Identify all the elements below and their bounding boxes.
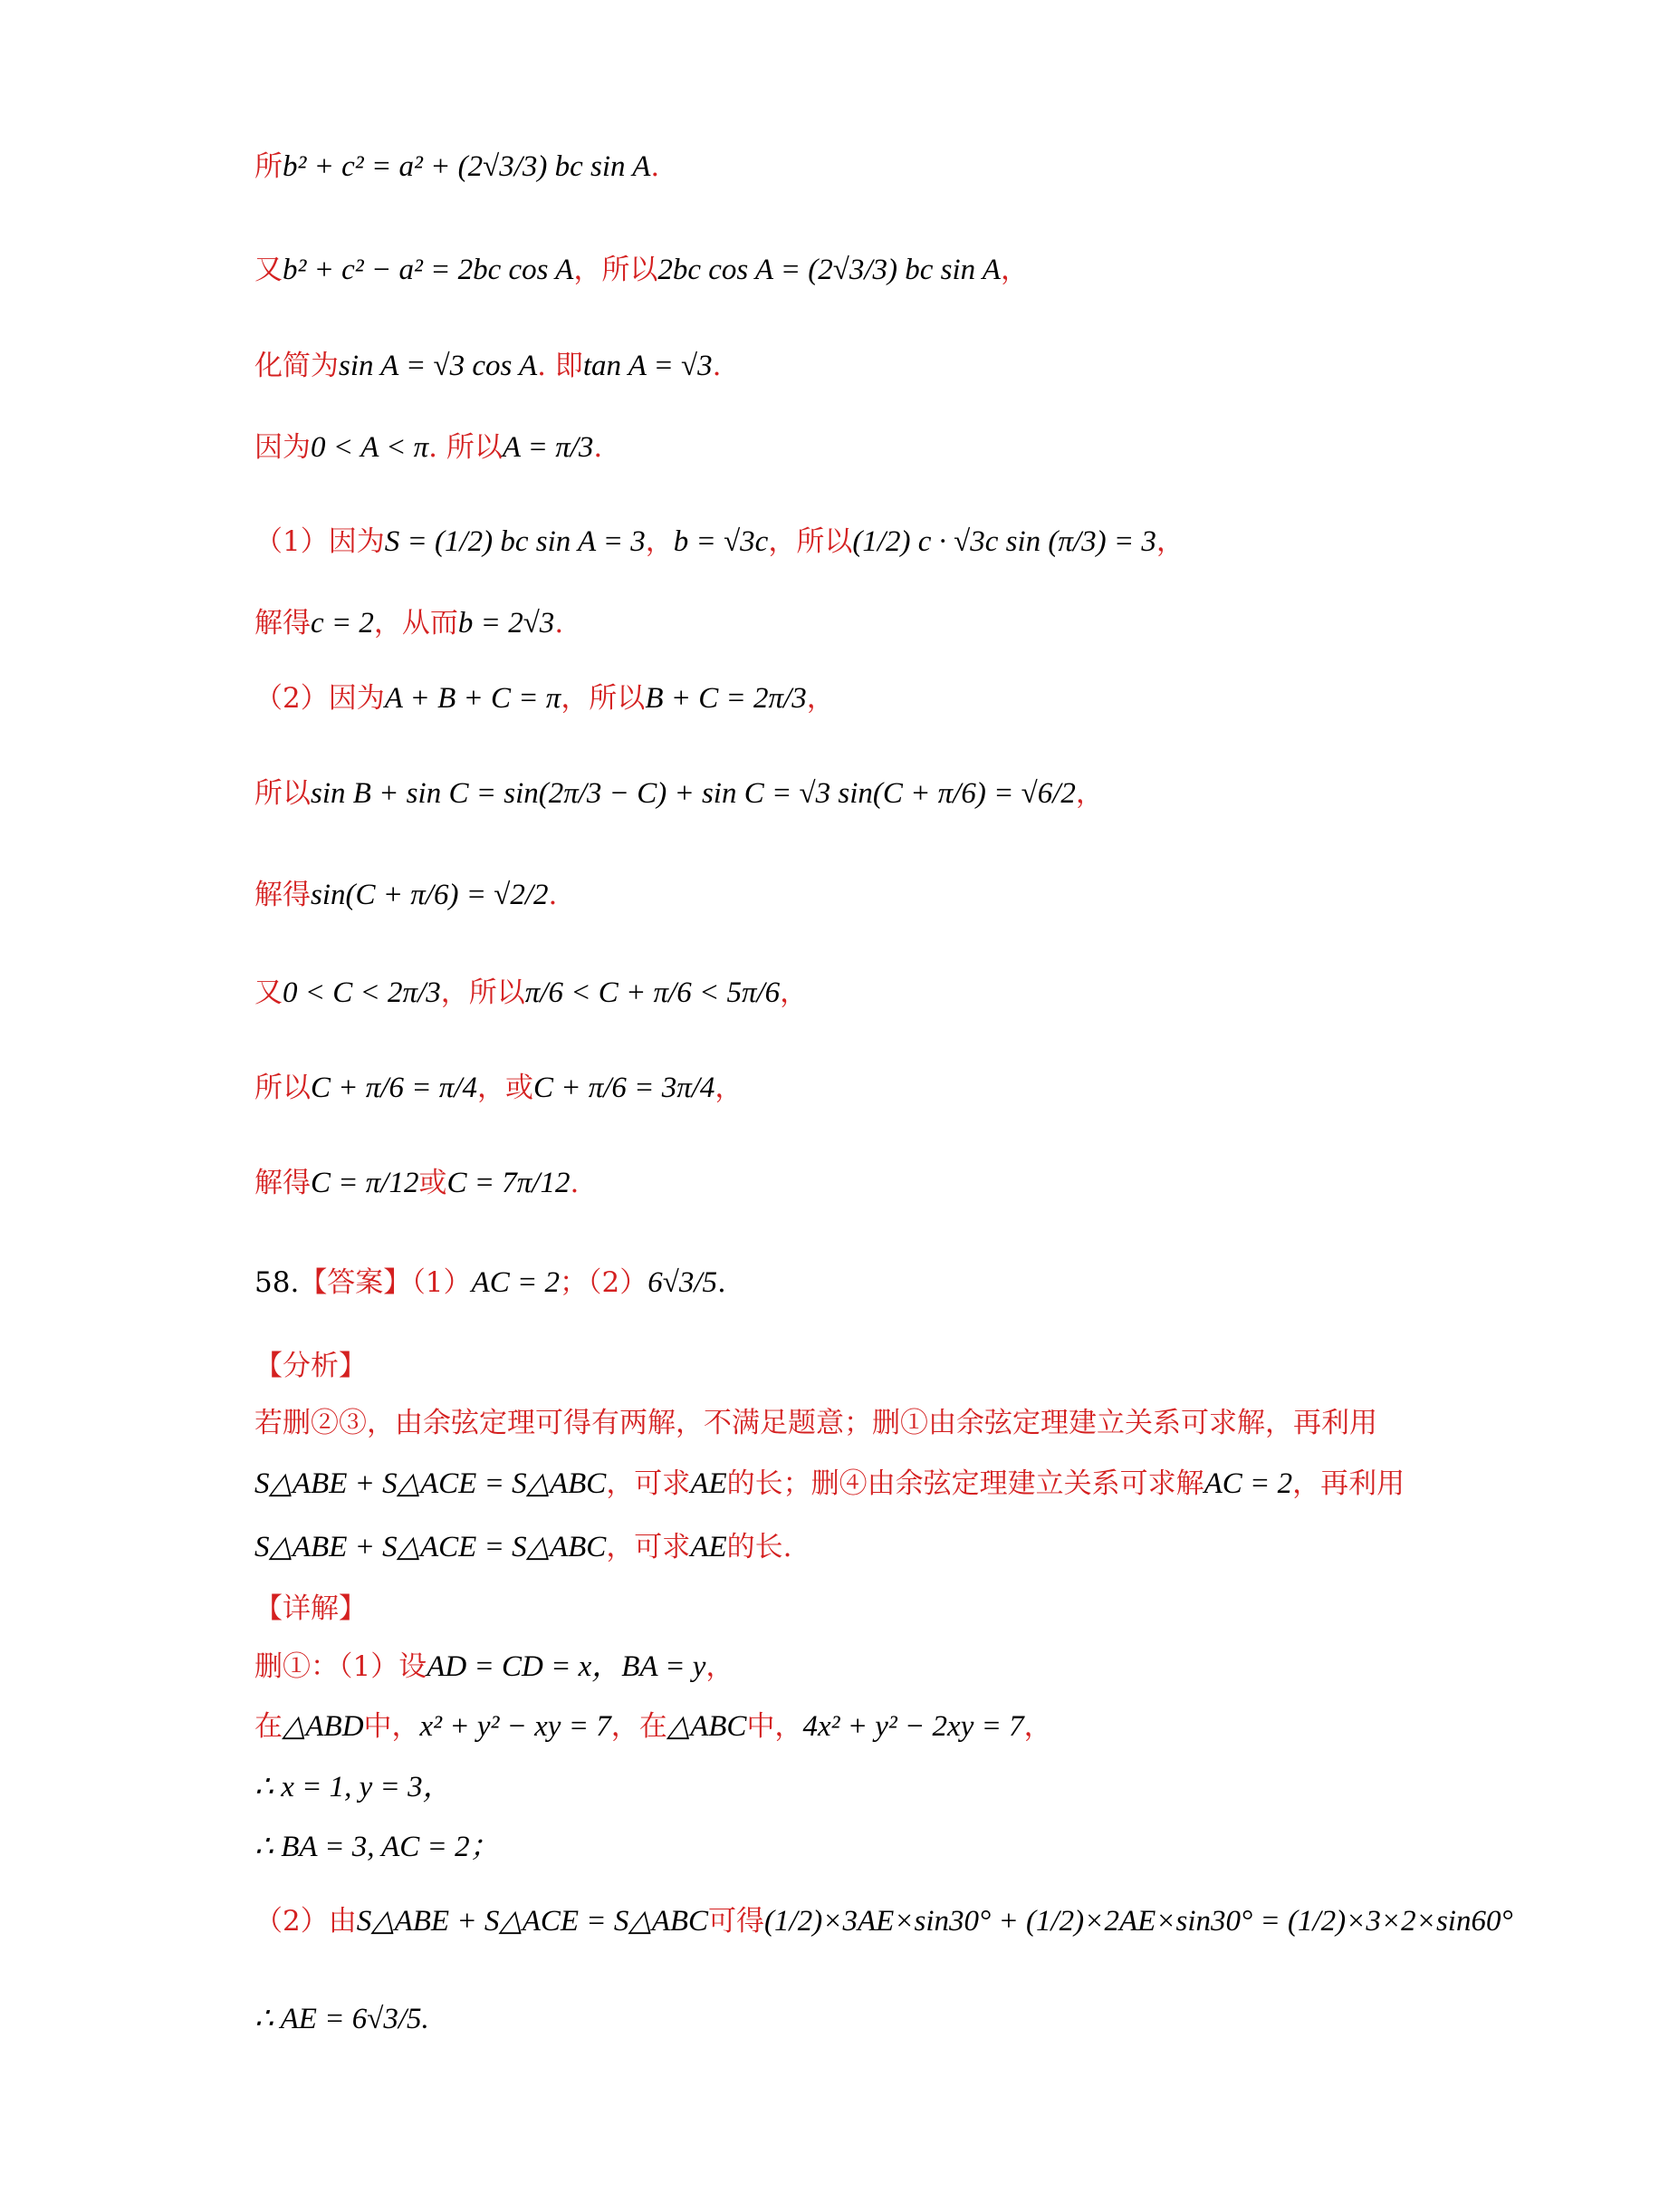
triangle-label: △ABD <box>283 1710 364 1743</box>
detail-line-1 <box>254 1642 734 1685</box>
punct: . <box>554 607 564 640</box>
question-58-answer <box>254 1259 726 1300</box>
detail-text: 中， <box>363 1710 420 1743</box>
punct: . <box>593 431 603 464</box>
equation: C + π/6 = 3π/4 <box>532 1072 715 1104</box>
line-text: ，或 <box>476 1072 533 1104</box>
segment-ae: AE <box>690 1531 727 1563</box>
equation: b = 2√3 <box>457 607 555 640</box>
punct: ， <box>780 976 809 1009</box>
equation: ∴ x = 1, y = 3， <box>254 1771 453 1803</box>
line-text: 化简为 <box>254 350 339 382</box>
equation: ∴ AE = 6√3/5. <box>254 2003 429 2035</box>
line-text: （1）因为 <box>254 525 385 558</box>
area-equation: S△ABE + S△ACE = S△ABC <box>254 1531 607 1563</box>
analysis-text: 的长；删④由余弦定理建立关系可求解 <box>726 1467 1204 1500</box>
line-text: 解得 <box>254 607 311 640</box>
line-text: 解得 <box>254 1167 311 1199</box>
equation: AD = CD = x，BA = y <box>427 1650 706 1683</box>
analysis-line-1 <box>254 1399 1377 1440</box>
line-text: . 即 <box>537 350 583 382</box>
line-text: 所以 <box>254 777 311 810</box>
equation: C = π/12 <box>311 1167 419 1199</box>
equation: ∴ BA = 3, AC = 2； <box>254 1831 500 1863</box>
analysis-line-2 <box>254 1460 1405 1501</box>
punct: ， <box>705 1650 734 1683</box>
line-text: 因为 <box>254 431 311 464</box>
analysis-line-3 <box>254 1524 792 1564</box>
punct: ， <box>1075 777 1104 810</box>
part-separator: ；（2） <box>559 1266 648 1299</box>
area-equation: S△ABE + S△ACE = S△ABC <box>254 1467 607 1500</box>
detail-text: （2）由 <box>254 1905 357 1938</box>
equation: x² + y² − xy = 7 <box>419 1710 611 1743</box>
equation: C = 7π/12 <box>446 1167 571 1199</box>
equation: (1/2)×3AE×sin30° + (1/2)×2AE×sin30° = (1/2)×3×2×sin60° <box>764 1905 1513 1938</box>
line-text: 解得 <box>254 879 311 911</box>
punct: ， <box>806 682 835 715</box>
line-text: ，所以 <box>440 976 525 1009</box>
answer-1: AC = 2 <box>471 1266 560 1299</box>
equation: A + B + C = π <box>384 682 561 715</box>
line-text: ，所以 <box>573 254 658 286</box>
line-text: 又 <box>254 976 283 1009</box>
analysis-text: 若删②③，由余弦定理可得有两解，不满足题意；删①由余弦定理建立关系可求解，再利用 <box>254 1407 1377 1439</box>
punct: ， <box>645 525 674 558</box>
detail-line-3 <box>254 1763 453 1805</box>
detail-text: 中， <box>746 1710 803 1743</box>
solution-line-10 <box>254 969 808 1010</box>
line-text: 又 <box>254 254 283 286</box>
answer-tag: 【答案】 <box>299 1266 412 1299</box>
analysis-text: ，可求 <box>606 1467 691 1500</box>
area-equation: S△ABE + S△ACE = S△ABC <box>356 1905 709 1938</box>
punct: . <box>717 1266 726 1299</box>
analysis-text: 的长. <box>726 1531 792 1563</box>
punct: . <box>548 879 558 911</box>
analysis-text: ，再利用 <box>1292 1467 1405 1500</box>
line-text: （2）因为 <box>254 682 385 715</box>
solution-line-11 <box>254 1064 743 1105</box>
solution-line-6 <box>254 600 563 640</box>
equation: A = π/3 <box>502 431 594 464</box>
equation: tan A = √3 <box>582 350 713 382</box>
punct: . <box>570 1167 580 1199</box>
detail-line-2 <box>254 1703 1052 1744</box>
detail-line-4 <box>254 1822 500 1865</box>
solution-line-8 <box>254 770 1104 811</box>
equation: b² + c² − a² = 2bc cos A <box>283 254 574 286</box>
solution-line-1 <box>254 143 659 184</box>
punct: . <box>650 150 660 183</box>
equation: sin(C + π/6) = √2/2 <box>311 879 549 911</box>
equation: b = √3c <box>673 525 769 558</box>
solution-line-4 <box>254 424 602 465</box>
equation: c = 2 <box>311 607 374 640</box>
equation: π/6 < C + π/6 < 5π/6 <box>524 976 781 1009</box>
punct: ， <box>1023 1710 1052 1743</box>
line-text: 或 <box>418 1167 447 1199</box>
part-label: （1） <box>411 1266 472 1299</box>
equation: B + C = 2π/3 <box>645 682 807 715</box>
line-text: . 所以 <box>428 431 503 464</box>
line-text: ，所以 <box>768 525 853 558</box>
detail-heading: 【详解】 <box>254 1592 367 1625</box>
line-text: 所 <box>254 150 283 183</box>
equation: S = (1/2) bc sin A = 3 <box>384 525 646 558</box>
answer-2: 6√3/5 <box>647 1266 717 1299</box>
solution-line-9 <box>254 871 557 912</box>
triangle-label: △ABC <box>666 1710 747 1743</box>
line-text: ，所以 <box>561 682 646 715</box>
solution-line-2 <box>254 246 1029 287</box>
solution-line-3 <box>254 342 722 383</box>
analysis-heading: 【分析】 <box>254 1350 367 1382</box>
analysis-text: ，可求 <box>606 1531 691 1563</box>
punct: ， <box>1156 525 1184 558</box>
equation: 0 < A < π <box>311 431 429 464</box>
equation: b² + c² = a² + (2√3/3) bc sin A <box>283 150 651 183</box>
solution-line-5 <box>254 518 1184 559</box>
equation: C + π/6 = π/4 <box>311 1072 477 1104</box>
equation: (1/2) c · √3c sin (π/3) = 3 <box>852 525 1156 558</box>
equation: 4x² + y² − 2xy = 7 <box>802 1710 1024 1743</box>
solution-line-7 <box>254 675 835 716</box>
question-number: 58. <box>254 1266 300 1299</box>
solution-line-12 <box>254 1159 579 1200</box>
equation: sin A = √3 cos A <box>339 350 538 382</box>
line-text: 所以 <box>254 1072 311 1104</box>
equation: 2bc cos A = (2√3/3) bc sin A <box>657 254 1001 286</box>
detail-text: 在 <box>254 1710 283 1743</box>
equation: 0 < C < 2π/3 <box>283 976 441 1009</box>
detail-text: 删①：（1）设 <box>254 1650 427 1683</box>
detail-text: 可得 <box>708 1905 765 1938</box>
detail-text: ，在 <box>610 1710 667 1743</box>
punct: ， <box>1000 254 1029 286</box>
equation: AC = 2 <box>1203 1467 1293 1500</box>
equation: sin B + sin C = sin(2π/3 − C) + sin C = √3 sin(C + π/6) = √6/2 <box>311 777 1076 810</box>
punct: ， <box>714 1072 743 1104</box>
punct: . <box>712 350 722 382</box>
segment-ae: AE <box>690 1467 727 1500</box>
line-text: ，从而 <box>373 607 458 640</box>
detail-line-6 <box>254 2000 429 2036</box>
detail-line-5 <box>254 1898 1513 1938</box>
